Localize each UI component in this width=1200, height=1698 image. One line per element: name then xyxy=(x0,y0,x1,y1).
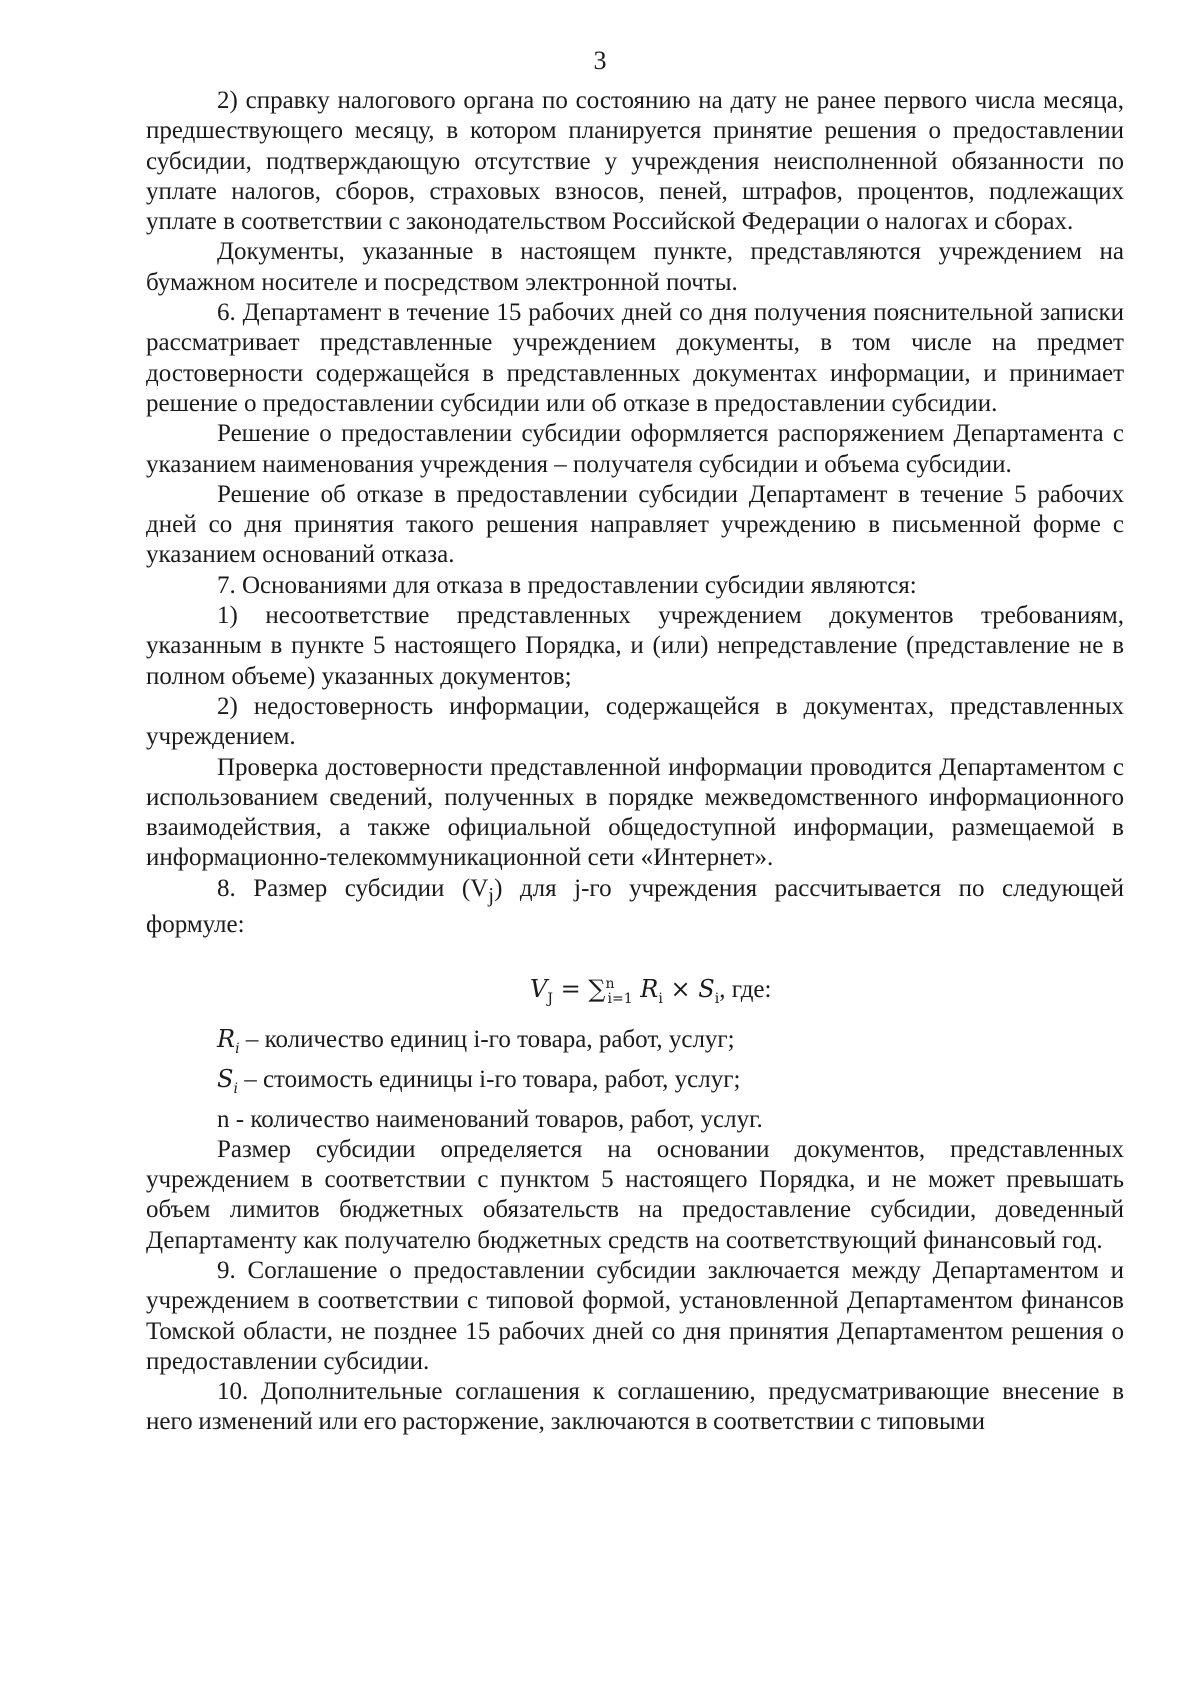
formula-lhs: V xyxy=(530,975,548,1004)
subsidy-formula xyxy=(146,964,1124,1008)
formula-equals: = xyxy=(560,975,581,1004)
formula-r: R xyxy=(640,975,659,1004)
definition-r-text: – количество единиц i-го товара, работ, услуг; xyxy=(239,1026,735,1054)
formula-sum-sub: i=1 xyxy=(607,991,633,1008)
formula-tail: , где: xyxy=(719,976,772,1004)
paragraph-verification: Проверка достоверности представленной информации проводится Департаментом с использованием сведений, полученных в порядке межведомственного информационного взаимодействия, а также официальной общедоступной информации, размещаемой в информационно-телекоммуникационной сети «Интернет». xyxy=(146,753,1124,872)
formula-s: S xyxy=(698,975,715,1004)
definition-r-symbol: $R_i$ xyxy=(217,1025,240,1058)
paragraph-tax-certificate: 2) справку налогового органа по состоянию на дату не ранее первого числа месяца, предшествующего месяцу, в котором планируется принятие решения о предоставлении субсидии, подтверждающую отсутствие у учреждения неисполненной обязанности по уплате налогов, сборов, страховых взносов, пеней, штрафов, процентов, подлежащих уплате в соответствии с законодательством Российской Федерации о налогах и сборах. xyxy=(146,87,1124,236)
paragraph-documents-submission: Документы, указанные в настоящем пункте, представляются учреждением на бумажном носителе и посредством электронной почты. xyxy=(146,238,1124,296)
paragraph-refusal-ground-1: 1) несоответствие представленных учреждением документов требованиям, указанным в пункте 5 настоящего Порядка, и (или) непредставление (представление не в полном объеме) указанных документов; xyxy=(146,602,1124,690)
paragraph-refusal-ground-2: 2) недостоверность информации, содержащейся в документах, представленных учреждением. xyxy=(146,692,1124,751)
definition-r xyxy=(146,1024,1124,1064)
formula-times: × xyxy=(670,975,691,1004)
definition-n: n - количество наименований товаров, работ, услуг. xyxy=(217,1105,763,1133)
item-8-subscript: j xyxy=(488,882,495,907)
paragraph-item-10: 10. Дополнительные соглашения к соглашению, предусматривающие внесение в него изменений или его расторжение, заключаются в соответствии с типовыми xyxy=(146,1378,1124,1436)
item-8-text-after: ) для j-го учреждения рассчитывается по следующей формуле: xyxy=(146,874,1124,939)
item-8-text-before: 8. Размер субсидии (V xyxy=(217,874,489,902)
paragraph-item-9: 9. Соглашение о предоставлении субсидии заключается между Департаментом и учреждением в соответствии с типовой формой, установленной Департаментом финансов Томской области, не позднее 15 рабочих дней со дня принятия Департаментом решения о предоставлении субсидии. xyxy=(146,1256,1124,1375)
paragraph-subsidy-size: Размер субсидии определяется на основании документов, представленных учреждением в соответствии с пунктом 5 настоящего Порядка, и не может превышать объем лимитов бюджетных обязательств на предоставление субсидии, доведенный Департаменту как получателю бюджетных средств на соответствующий финансовый год. xyxy=(146,1135,1124,1254)
formula-sum-sup: n xyxy=(605,976,615,993)
paragraph-item-8 xyxy=(146,874,1124,941)
definition-s xyxy=(146,1064,1124,1104)
paragraph-decision-refusal: Решение об отказе в предоставлении субсидии Департамент в течение 5 рабочих дней со дня принятия такого решения направляет учреждению в письменной форме с указанием оснований отказа. xyxy=(146,480,1124,569)
paragraph-item-6: 6. Департамент в течение 15 рабочих дней со дня получения пояснительной записки рассматривает представленные учреждением документы, в том числе на предмет достоверности содержащейся в представленных документах информации, и принимает решение о предоставлении субсидии или об отказе в предоставлении субсидии. xyxy=(146,299,1124,417)
formula-s-sub: i xyxy=(714,991,720,1008)
definition-s-text: – стоимость единицы i-го товара, работ, услуг; xyxy=(237,1066,741,1094)
formula-lhs-sub: J xyxy=(547,991,553,1008)
document-body xyxy=(146,86,1124,1438)
formula-r-sub: i xyxy=(658,991,663,1008)
definition-s-symbol: $S_i$ xyxy=(217,1065,238,1098)
paragraph-decision-approval: Решение о предоставлении субсидии оформляется распоряжением Департамента с указанием наименования учреждения – получателя субсидии и объема субсидии. xyxy=(146,420,1124,478)
paragraph-item-7: 7. Основаниями для отказа в предоставлении субсидии являются: xyxy=(217,571,917,599)
page-number: 3 xyxy=(593,46,607,75)
formula-sum: ∑ xyxy=(588,975,606,1004)
